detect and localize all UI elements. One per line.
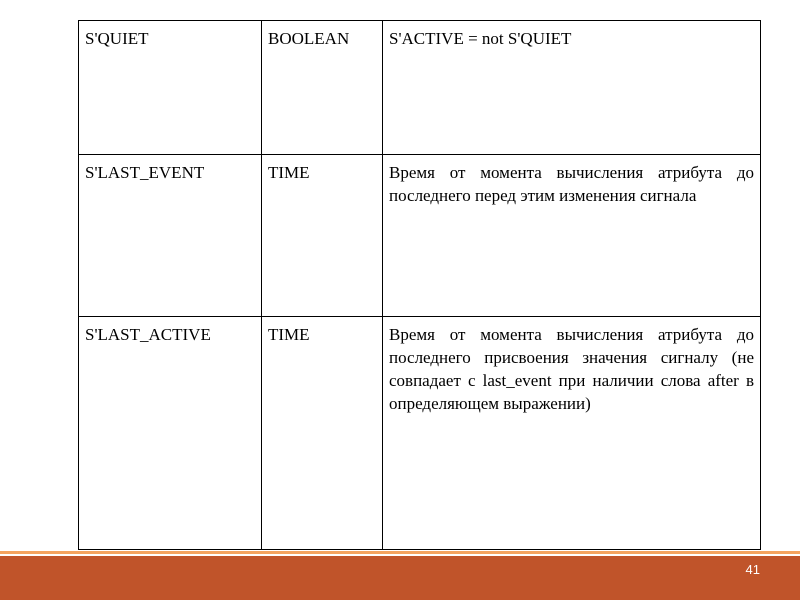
attribute-type-cell: TIME [262,155,383,317]
table-row [79,21,761,155]
page-number: 41 [745,562,760,577]
attribute-type-cell: TIME [262,317,383,550]
attribute-name-cell: S'LAST_EVENT [79,155,262,317]
attribute-type-cell: BOOLEAN [262,21,383,155]
attribute-name-cell: S'QUIET [79,21,262,155]
footer-accent-line [0,551,800,554]
attribute-name-cell: S'LAST_ACTIVE [79,317,262,550]
attribute-description-cell: Время от момента вычисления атрибута до последнего присвоения значения сигналу (не совпадает с last_event при наличии слова after в определяющем выражении) [383,317,761,550]
table-row [79,317,761,550]
attribute-description-cell: S'ACTIVE = not S'QUIET [383,21,761,155]
attributes-table [78,20,761,550]
footer-bar [0,556,800,600]
table-row [79,155,761,317]
attribute-description-cell: Время от момента вычисления атрибута до последнего перед этим изменения сигнала [383,155,761,317]
